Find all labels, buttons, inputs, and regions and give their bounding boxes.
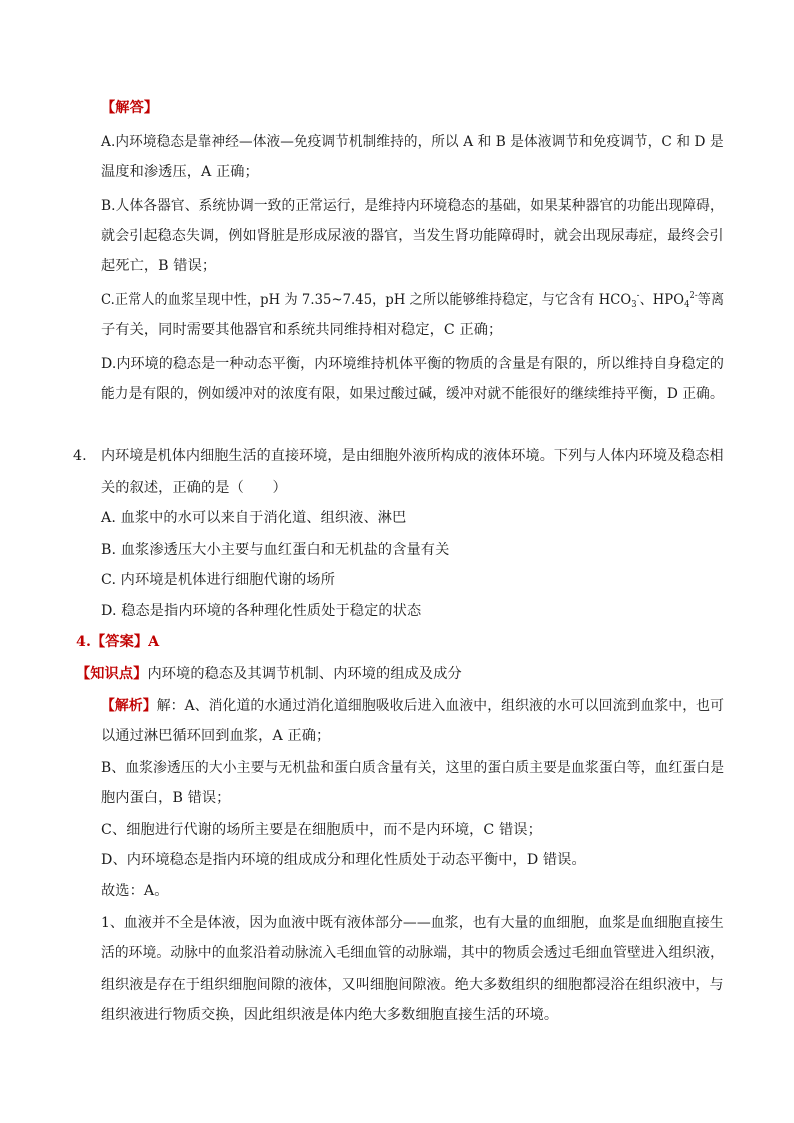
analysis-line-1: 【解析】解：A、消化道的水通过消化道细胞吸收后进入血液中，组织液的水可以回流到血浆中，也可 [101, 698, 725, 714]
option-c: C. 内环境是机体进行细胞代谢的场所 [101, 572, 335, 588]
analysis-line-3: B、血浆渗透压的大小主要与无机盐和蛋白质含量有关，这里的蛋白质主要是血浆蛋白等，血红蛋白是 [101, 760, 725, 776]
question-stem-2: 关的叙述，正确的是（ ） [101, 480, 287, 496]
analysis-line-4: 胞内蛋白，B 错误； [101, 790, 231, 806]
solution-line-7: 子有关，同时需要其他器官和系统共同维持相对稳定，C 正确； [101, 322, 503, 338]
analysis-line-5: C、细胞进行代谢的场所主要是在细胞质中，而不是内环境，C 错误； [101, 822, 542, 838]
answer-line: 4.【答案】A [76, 634, 160, 650]
question-number: 4. [73, 448, 87, 464]
knowledge-point: 【知识点】内环境的稳态及其调节机制、内环境的组成及成分 [76, 666, 462, 682]
analysis-line-7: 故选：A。 [101, 883, 169, 899]
solution-line-2: 温度和渗透压，A 正确； [101, 164, 259, 180]
solution-line-8: D.内环境的稳态是一种动态平衡，内环境维持机体平衡的物质的含量是有限的，所以维持自身稳定的 [101, 356, 724, 372]
analysis-line-11: 组织液进行物质交换，因此组织液是体内绝大多数细胞直接生活的环境。 [101, 1007, 559, 1023]
option-d: D. 稳态是指内环境的各种理化性质处于稳定的状态 [101, 603, 422, 619]
solution-line-4: 就会引起稳态失调，例如肾脏是形成尿液的器官，当发生肾功能障碍时，就会出现尿毒症，最终会引 [101, 228, 724, 244]
solution-heading: 【解答】 [101, 100, 159, 116]
solution-line-5: 起死亡，B 错误； [101, 258, 217, 274]
solution-line-3: B.人体各器官、系统协调一致的正常运行，是维持内环境稳态的基础，如果某种器官的功能出现障碍， [101, 198, 724, 214]
analysis-line-9: 活的环境。动脉中的血浆沿着动脉流入毛细血管的动脉端，其中的物质会透过毛细血管壁进入组织液， [101, 945, 724, 961]
solution-line-1: A.内环境稳态是靠神经—体液—免疫调节机制维持的，所以 A 和 B 是体液调节和免疫调节，C 和 D 是 [101, 134, 724, 150]
analysis-line-10: 组织液是存在于组织细胞间隙的液体，又叫细胞间隙液。绝大多数组织的细胞都浸浴在组织液中，与 [101, 977, 724, 993]
solution-line-9: 能力是有限的，例如缓冲对的浓度有限，如果过酸过碱，缓冲对就不能很好的继续维持平衡，D 正确。 [101, 386, 724, 402]
option-b: B. 血浆渗透压大小主要与血红蛋白和无机盐的含量有关 [101, 542, 450, 558]
analysis-line-8: 1、血液并不全是体液，因为血液中既有液体部分——血浆，也有大量的血细胞，血浆是血细胞直接生 [101, 915, 724, 931]
option-a: A. 血浆中的水可以来自于消化道、组织液、淋巴 [101, 510, 407, 526]
analysis-line-6: D、内环境稳态是指内环境的组成成分和理化性质处于动态平衡中，D 错误。 [101, 852, 586, 868]
solution-line-6: C.正常人的血浆呈现中性，pH 为 7.35~7.45，pH 之所以能够维持稳定，与它含有 $HCO_3^-$、$HPO_4^{2-}$等离 [101, 291, 725, 310]
analysis-line-2: 以通过淋巴循环回到血浆，A 正确； [101, 728, 331, 744]
question-stem-1: 内环境是机体内细胞生活的直接环境，是由细胞外液所构成的液体环境。下列与人体内环境及稳态相 [101, 448, 724, 464]
